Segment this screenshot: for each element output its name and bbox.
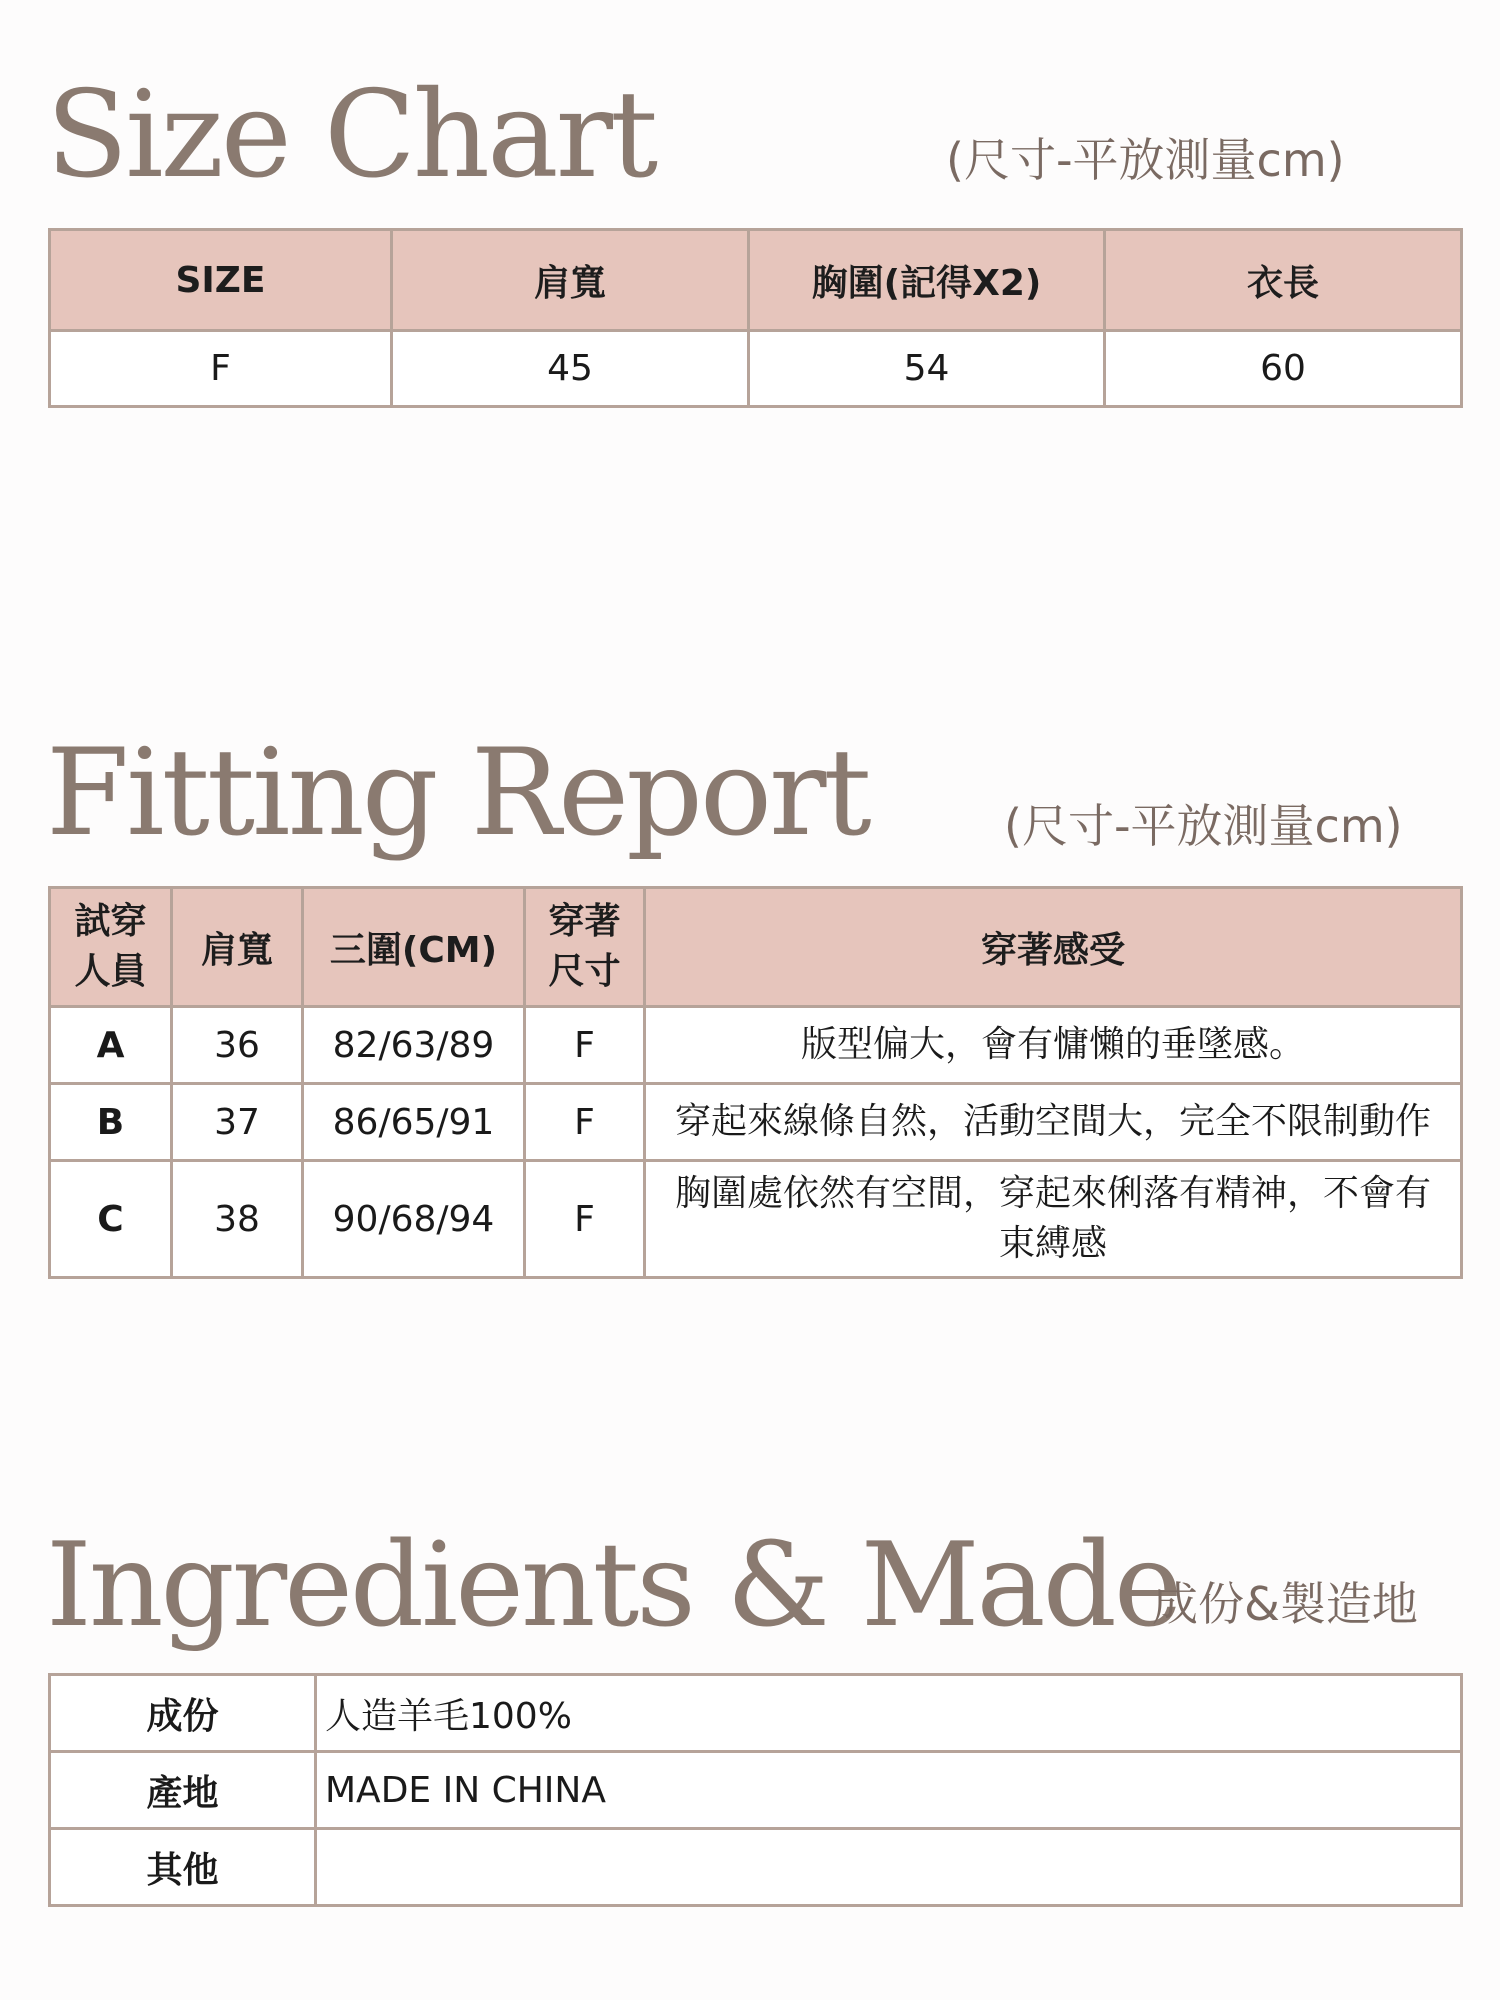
table-row — [50, 1084, 1462, 1161]
size-chart-table — [48, 228, 1463, 408]
fitting-header-cell: 三圍(CM) — [303, 888, 525, 1007]
shoulder-cell: 36 — [172, 1007, 303, 1084]
table-row — [50, 1829, 1462, 1906]
measurements-cell: 90/68/94 — [303, 1161, 525, 1278]
ingredients-note: 成份&製造地 — [1152, 1577, 1418, 1631]
ingredients-title: Ingredients & Made — [46, 1518, 1180, 1653]
tester-cell: A — [50, 1007, 172, 1084]
table-row — [50, 1675, 1462, 1752]
worn-size-cell: F — [525, 1007, 645, 1084]
table-row — [50, 1161, 1462, 1278]
worn-size-cell: F — [525, 1084, 645, 1161]
tester-cell: B — [50, 1084, 172, 1161]
fitting-header-row — [50, 888, 1462, 1007]
measurements-cell: 86/65/91 — [303, 1084, 525, 1161]
table-row — [50, 331, 1462, 407]
feedback-cell: 版型偏大，會有慵懶的垂墜感。 — [645, 1007, 1462, 1084]
fitting-header-cell: 肩寬 — [172, 888, 303, 1007]
size-chart-header-cell: 胸圍(記得X2) — [749, 230, 1105, 331]
size-chart-header-cell: 衣長 — [1105, 230, 1462, 331]
ingredients-label-cell: 成份 — [50, 1675, 316, 1752]
table-row — [50, 1007, 1462, 1084]
origin-label-cell: 產地 — [50, 1752, 316, 1829]
table-row — [50, 1752, 1462, 1829]
worn-size-cell: F — [525, 1161, 645, 1278]
fitting-header-cell: 穿著感受 — [645, 888, 1462, 1007]
length-cell: 60 — [1105, 331, 1462, 407]
feedback-cell: 胸圍處依然有空間，穿起來俐落有精神，不會有束縛感 — [645, 1161, 1462, 1278]
size-chart-header-cell: SIZE — [50, 230, 392, 331]
fitting-header-cell: 試穿 人員 — [50, 888, 172, 1007]
ingredients-value-cell: 人造羊毛100% — [316, 1675, 1462, 1752]
measurements-cell: 82/63/89 — [303, 1007, 525, 1084]
origin-value-cell: MADE IN CHINA — [316, 1752, 1462, 1829]
feedback-cell: 穿起來線條自然，活動空間大，完全不限制動作 — [645, 1084, 1462, 1161]
size-chart-header-row — [50, 230, 1462, 331]
tester-cell: C — [50, 1161, 172, 1278]
fitting-report-title: Fitting Report — [46, 724, 869, 863]
other-label-cell: 其他 — [50, 1829, 316, 1906]
size-chart-note: (尺寸-平放測量cm) — [946, 133, 1345, 187]
shoulder-cell: 45 — [392, 331, 749, 407]
shoulder-cell: 38 — [172, 1161, 303, 1278]
other-value-cell — [316, 1829, 1462, 1906]
shoulder-cell: 37 — [172, 1084, 303, 1161]
size-cell: F — [50, 331, 392, 407]
fitting-report-note: (尺寸-平放測量cm) — [1004, 799, 1403, 853]
ingredients-table — [48, 1673, 1463, 1907]
chest-cell: 54 — [749, 331, 1105, 407]
fitting-report-table — [48, 886, 1463, 1279]
fitting-header-cell: 穿著 尺寸 — [525, 888, 645, 1007]
size-chart-header-cell: 肩寬 — [392, 230, 749, 331]
size-chart-title: Size Chart — [46, 66, 656, 205]
